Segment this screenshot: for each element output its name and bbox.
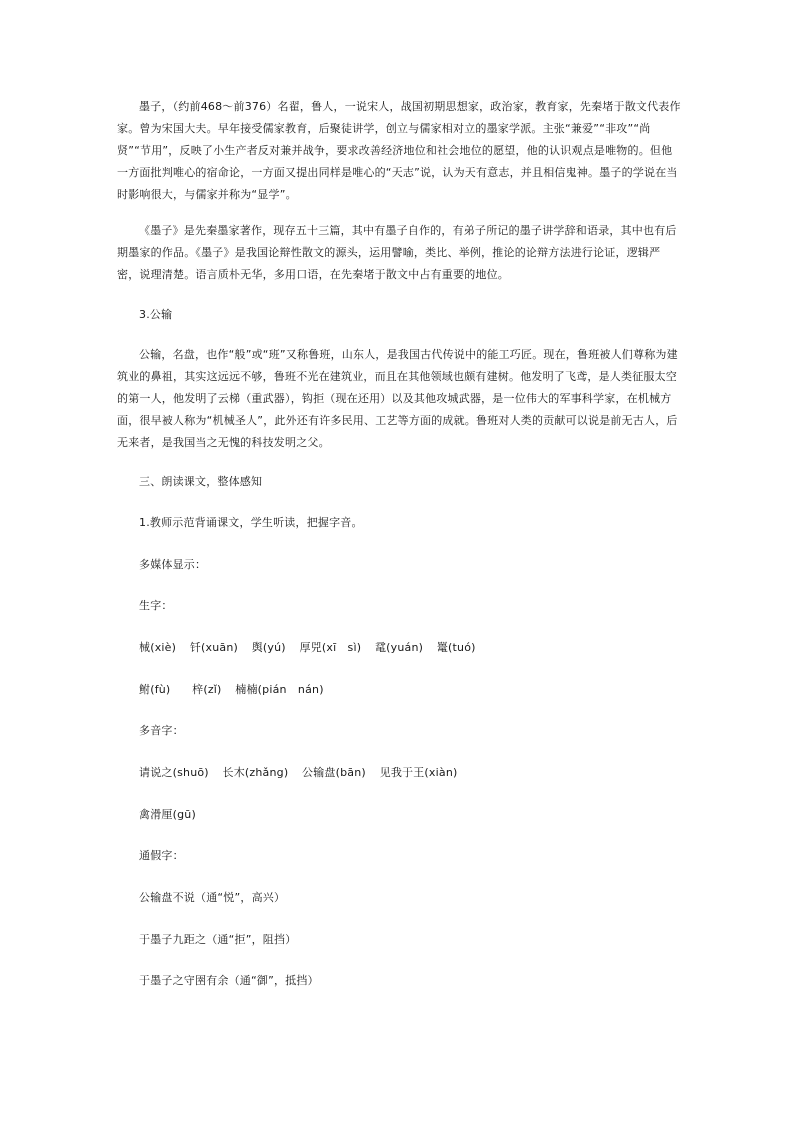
new-characters-row-2	[139, 682, 324, 698]
section-heading-gongshu: 3.公输	[139, 308, 173, 321]
part-heading-reading: 三、朗读课文，整体感知	[139, 475, 263, 488]
tongjia-label: 通假字：	[139, 849, 184, 862]
char-item: 鲋(fù)	[139, 683, 171, 696]
char-item: 械(xiè)	[139, 641, 177, 654]
paragraph-mozi-biography: 墨子，（约前468～前376）名翟，鲁人，一说宋人，战国初期思想家，政治家，教育家，先秦堵于散文代表作家。曾为宋国大夫。早年接受儒家教育，后聚徒讲学，创立与儒家相对立的墨家学派。主张“兼爱”“非攻”“尚贤”“节用”，反映了小生产者反对兼并战争，要求改善经济地位和社会地位的愿望，他的认识观点是唯物的。但他一方面批判唯心的宿命论，一方面又提出同样是唯心的“天志”说，认为天有意志，并且相信鬼神。墨子的学说在当时影响很大，与儒家并称为“显学”。	[117, 100, 681, 201]
polyphone-row-1	[139, 765, 458, 781]
polyphone-row-2: 禽滑厘(gū)	[139, 808, 196, 821]
tongjia-item-3: 于墨子之守圉有余（通“御”，抵挡）	[139, 974, 319, 987]
new-characters-label: 生字：	[139, 599, 173, 612]
char-item: 钎(xuān)	[189, 641, 239, 654]
char-item: 鼋(yuán)	[374, 641, 424, 654]
paragraph-mozi-book: 《墨子》是先秦墨家著作，现存五十三篇，其中有墨子自作的，有弟子所记的墨子讲学辞和语录，其中也有后期墨家的作品。《墨子》是我国论辩性散文的源头，运用譬喻，类比、举例，推论的论辩方法进行论证，逻辑严密，说理清楚。语言质朴无华，多用口语，在先秦堵于散文中占有重要的地位。	[117, 224, 677, 281]
polyphone-item: 见我于王(xiàn)	[379, 766, 458, 779]
polyphone-label: 多音字：	[139, 724, 184, 737]
tongjia-item-2: 于墨子九距之（通“拒”，阻挡）	[139, 933, 297, 946]
tongjia-item-1: 公输盘不说（通“悦”，高兴）	[139, 891, 286, 904]
char-item: 鼍(tuó)	[436, 641, 476, 654]
char-item: 厚兕(xī sì)	[299, 641, 362, 654]
new-characters-row-1	[139, 640, 476, 656]
polyphone-item: 公输盘(bān)	[302, 766, 366, 779]
polyphone-item: 长木(zhǎng)	[222, 766, 289, 779]
paragraph-gongshu-biography: 公输，名盘，也作“般”或“班”又称鲁班，山东人，是我国古代传说中的能工巧匠。现在，鲁班被人们尊称为建筑业的鼻祖，其实这远远不够，鲁班不光在建筑业，而且在其他领域也颇有建树。他发明了飞鸢，是人类征服太空的第一人，他发明了云梯（重武器），钩拒（现在还用）以及其他攻城武器，是一位伟大的军事科学家，在机械方面，很早被人称为“机械圣人”，此外还有许多民用、工艺等方面的成就。鲁班对人类的贡献可以说是前无古人，后无来者，是我国当之无愧的科技发明之父。	[117, 348, 678, 449]
polyphone-item: 请说之(shuō)	[139, 766, 209, 779]
char-item: 舆(yú)	[251, 641, 286, 654]
multimedia-label: 多媒体显示：	[139, 558, 207, 571]
step-1-text: 1.教师示范背诵课文，学生听读，把握字音。	[139, 516, 363, 529]
char-item: 楠楠(pián nán)	[235, 683, 324, 696]
char-item: 梓(zǐ)	[192, 683, 222, 696]
